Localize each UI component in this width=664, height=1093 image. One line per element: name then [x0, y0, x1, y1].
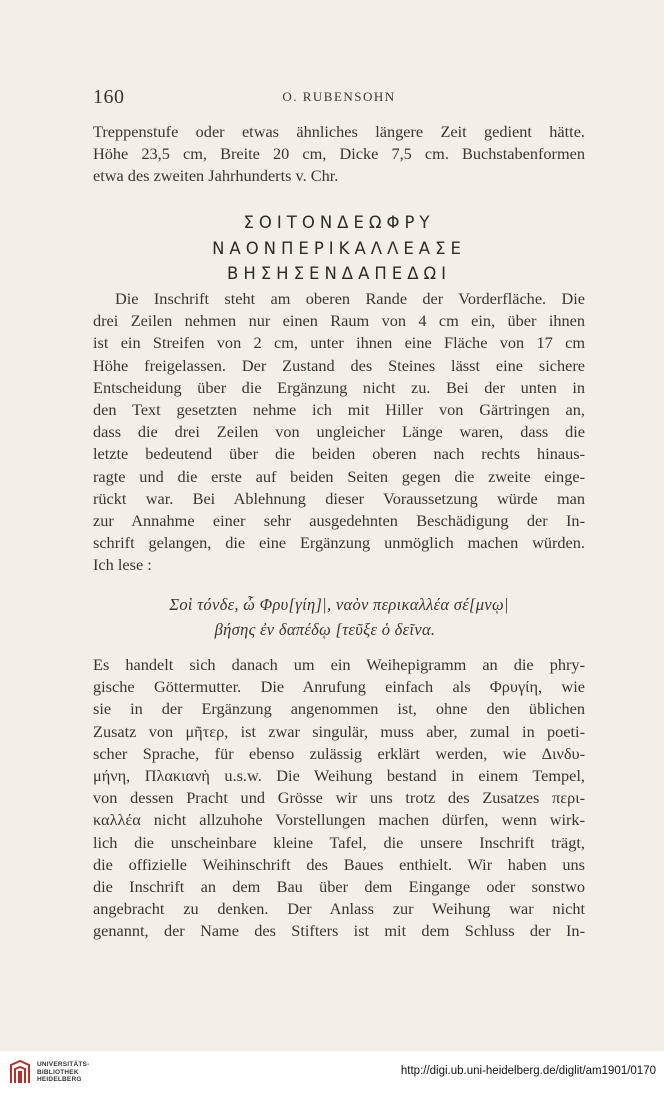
text-line: lich die unscheinbare kleine Tafel, die unsere Inschrift trägt,	[93, 832, 585, 852]
text-line: μήνη, Πλακιανὴ u.s.w. Die Weihung bestand in einem Tempel,	[93, 766, 585, 786]
text-line: Ich lese :	[93, 555, 152, 575]
permalink-url[interactable]: http://digi.ub.uni-heidelberg.de/diglit/am1901/0170	[400, 1065, 656, 1077]
text-line: rückt war. Bei Ablehnung dieser Voraussetzung würde man	[93, 488, 585, 508]
greek-reading	[93, 592, 585, 642]
text-line: dass die drei Zeilen von ungleicher Länge waren, dass die	[93, 422, 585, 442]
text-line: Entscheidung über die Ergänzung nicht zu. Bei der unten in	[93, 377, 585, 397]
text-line: Treppenstufe oder etwas ähnliches längere Zeit gedient hätte.	[93, 122, 585, 141]
library-logo-icon	[8, 1059, 32, 1085]
text-line: Höhe 23,5 cm, Breite 20 cm, Dicke 7,5 cm. Buchstabenformen	[93, 144, 585, 164]
text-line: etwa des zweiten Jahrhunderts v. Chr.	[93, 166, 339, 186]
library-name: UNIVERSITÄTS- BIBLIOTHEK HEIDELBERG	[37, 1061, 90, 1083]
text-line: den Text gesetzten nehme ich mit Hiller von Gärtringen an,	[93, 400, 585, 420]
text-line: schrift gelangen, die eine Ergänzung unmöglich machen würden.	[93, 533, 585, 553]
text-line: sie in der Ergänzung angenommen ist, ohne den üblichen	[93, 699, 585, 719]
text-line: ist ein Streifen von 2 cm, unter ihnen eine Fläche von 17 cm	[93, 333, 585, 353]
page-header	[93, 86, 585, 112]
text-line: die offizielle Weihinschrift des Baues enthielt. Wir haben uns	[93, 854, 585, 874]
inscription-line: ΝΑΟΝΠΕΡΙΚΑΛΛΕΑΣΕ	[212, 238, 466, 258]
intro-paragraph	[93, 121, 585, 188]
text-line: Es handelt sich danach um ein Weihepigramm an die phry-	[93, 655, 585, 674]
discussion-paragraph	[93, 654, 585, 943]
text-line: genannt, der Name des Stifters ist mit dem Schluss der In-	[93, 921, 585, 941]
text-line: von dessen Pracht und Grösse wir uns trotz des Zusatzes περι-	[93, 788, 585, 808]
library-footer	[0, 1051, 664, 1093]
inscription-line: ΒΗΣΗΣΕΝΔΑΠΕΔΩΙ	[227, 264, 451, 283]
text-line: gische Göttermutter. Die Anrufung einfach als Φρυγίη, wie	[93, 677, 585, 697]
text-line: angebracht zu denken. Der Anlass zur Weihung war nicht	[93, 899, 585, 919]
greek-inscription-capitals	[93, 210, 585, 287]
text-line: letzte bedeutend über die beiden oberen nach rechts hinaus-	[93, 444, 585, 464]
text-line: drei Zeilen nehmen nur einen Raum von 4 cm ein, über ihnen	[93, 311, 585, 331]
running-head: O. RUBENSOHN	[282, 89, 396, 104]
inscription-line: ΣΟΙΤΟΝΔΕΩΦΡΥ	[243, 213, 435, 232]
reading-line: βήσης ἐν δαπέδῳ [τεῦξε ὁ δεῖνα.	[214, 620, 436, 639]
text-line: Zusatz von μῆτερ, ist zwar singulär, muss aber, zumal in poeti-	[93, 721, 585, 741]
text-line: καλλέα nicht allzuhohe Vorstellungen machen dürfen, wenn wirk-	[93, 810, 585, 830]
text-line: ragte und die erste auf beiden Seiten gegen die zweite einge-	[93, 466, 585, 486]
text-line: scher Sprache, für ebenso zulässig erklärt werden, wie Δινδυ-	[93, 743, 585, 763]
text-line: Die Inschrift steht am oberen Rande der Vorderfläche. Die	[115, 289, 585, 308]
text-line: Höhe freigelassen. Der Zustand des Steines lässt eine sichere	[93, 355, 585, 375]
text-line: zur Annahme einer sehr ausgedehnten Beschädigung der In-	[93, 511, 585, 531]
page-number: 160	[93, 86, 125, 108]
text-line: die Inschrift an dem Bau über dem Eingange oder sonstwo	[93, 877, 585, 897]
commentary-paragraph	[93, 288, 585, 577]
reading-line: Σοὶ τόνδε, ὦ Φρυ[γίη]|, ναὸν περικαλλέα σέ[μνῳ|	[169, 595, 509, 614]
